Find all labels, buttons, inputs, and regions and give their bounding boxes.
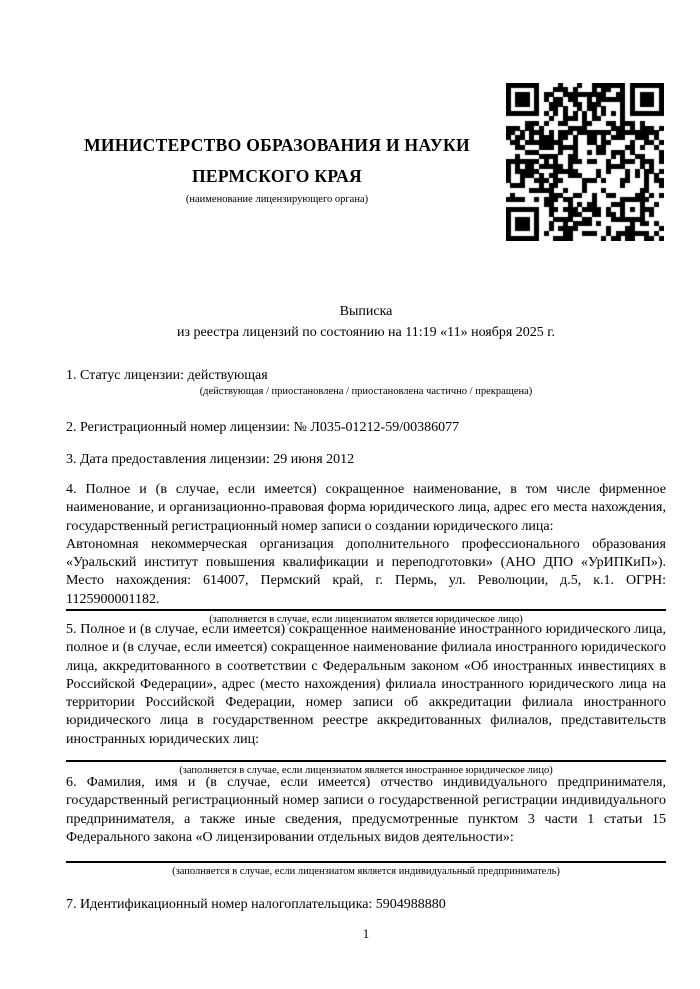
item-value: Автономная некоммерческая организация дополнительного профессионального образования «Уральский институт повышения квалификации и переподготовки» (АНО ДПО «УрИПКиП»). Место нахождения: 614007, Пермский край, г. Пермь, ул. Революции, д.5, к.1. ОГРН: 1125900001182. [66,536,666,607]
item-taxpayer-id [66,896,666,914]
document-title-line2: из реестра лицензий по состоянию на 11:19 «11» ноября 2025 г. [177,325,555,340]
item-note: (действующая / приостановлена / приостановлена частично / прекращена) [199,386,533,398]
page-number: 1 [362,926,370,941]
issuer-name-line2: ПЕРМСКОГО КРАЯ [192,166,362,186]
item-note: (заполняется в случае, если лицензиатом является иностранное юридическое лицо) [179,765,553,777]
item-text: 3. Дата предоставления лицензии: 29 июня 2012 [66,452,355,467]
item-foreign-entity [66,621,666,777]
item-license-status [66,367,666,398]
item-note: (заполняется в случае, если лицензиатом является юридическое лицо) [209,614,523,626]
item-legal-entity [66,481,666,626]
item-individual-entrepreneur [66,774,666,878]
item-text: 5. Полное и (в случае, если имеется) сокращенное наименование иностранного юридического лица, полное и (в случае, если имеется) сокращенное наименование филиала иностранного юридического лица, аккредитованного в соответствии с Федеральным законом «Об иностранных инвестициях в Российской Федерации», адрес (место нахождения) филиала иностранного юридического лица на территории Российской Федерации, номер записи об аккредитации филиала иностранного юридического лица в государственном реестре аккредитованных филиалов, представительств иностранных юридических лиц: [66,622,666,747]
fill-in-rule [66,609,666,611]
fill-in-rule [66,861,666,863]
fill-in-rule [66,760,666,762]
item-text: 7. Идентификационный номер налогоплательщика: 5904988880 [66,897,446,912]
item-text: 2. Регистрационный номер лицензии: № Л035-01212-59/00386077 [66,420,460,435]
issuer-name-line1: МИНИСТЕРСТВО ОБРАЗОВАНИЯ И НАУКИ [84,135,470,155]
item-grant-date [66,451,666,469]
item-text: 1. Статус лицензии: действующая [66,368,268,383]
item-text: 6. Фамилия, имя и (в случае, если имеется) отчество индивидуального предпринимателя, государственный регистрационный номер записи о государственной регистрации индивидуального предпринимателя, а также иные сведения, предусмотренные пунктом 3 части 1 статьи 15 Федерального закона «О лицензировании отдельных видов деятельности»: [66,775,666,845]
item-registration-number [66,419,666,437]
issuer-caption: (наименование лицензирующего органа) [185,194,369,205]
document-title-line1: Выписка [339,304,393,319]
document-title [66,301,666,343]
item-text: 4. Полное и (в случае, если имеется) сокращенное наименование, в том числе фирменное наименование, и организационно-правовая форма юридического лица, адрес его места нахождения, государственный регистрационный номер записи о создании юридического лица: [66,482,666,534]
qr-code-icon [506,83,664,241]
issuer-header [62,130,492,207]
item-note: (заполняется в случае, если лицензиатом является индивидуальный предприниматель) [172,866,560,878]
